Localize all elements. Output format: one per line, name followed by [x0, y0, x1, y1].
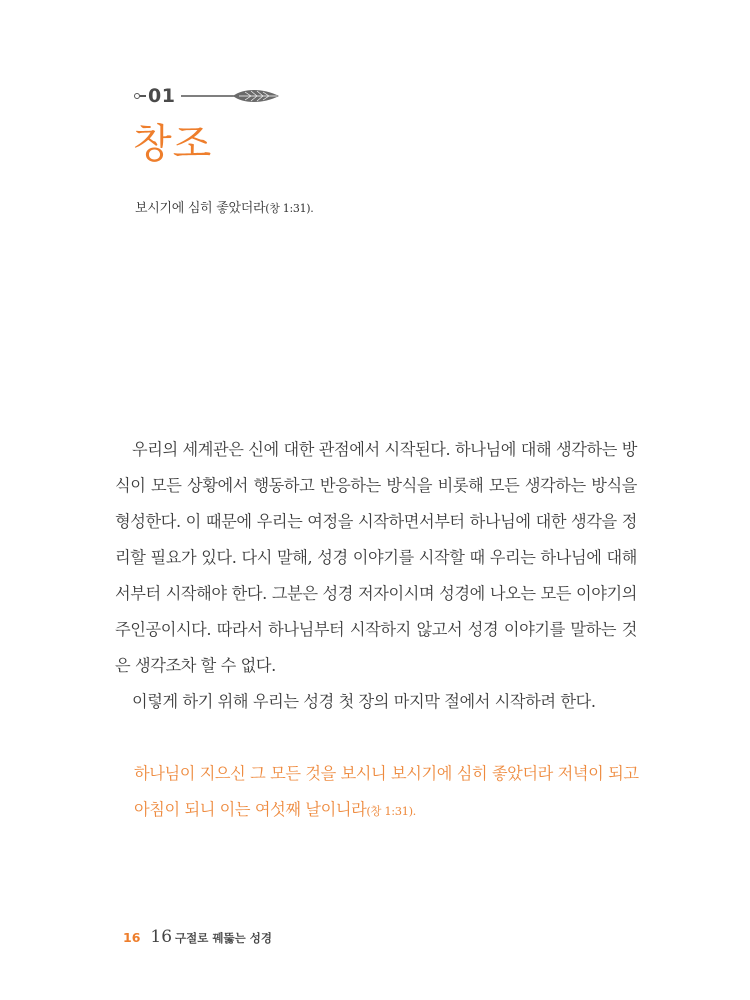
arrow-feather-icon [181, 87, 281, 105]
body-paragraph: 우리의 세계관은 신에 대한 관점에서 시작된다. 하나님에 대해 생각하는 방식이 모든 상황에서 행동하고 반응하는 방식을 비롯해 모든 생각하는 방식을 형성한다. 이 때문에 우리는 여정을 시작하면서부터 하나님에 대한 생각을 정리할 필요가 있다. 다시 말해, 성경 이야기를 시작할 때 우리는 하나님에 대해서부터 시작해야 한다. 그분은 성경 저자이시며 성경에 나오는 모든 이야기의 주인공이시다. 따라서 하나님부터 시작하지 않고서 성경 이야기를 말하는 것은 생각조차 할 수 없다. [115, 440, 637, 675]
book-title: 구절로 꿰뚫는 성경 [175, 931, 272, 945]
page-footer [123, 927, 272, 947]
epigraph-reference: (창 1:31). [265, 202, 314, 215]
chapter-title: 창조 [133, 121, 213, 167]
page-number: 16 [123, 930, 141, 945]
quote-reference: (창 1:31). [366, 804, 416, 818]
epigraph-text: 보시기에 심히 좋았더라 [135, 201, 266, 216]
epigraph [135, 197, 313, 216]
scripture-quote [134, 756, 639, 829]
body-paragraph: 이렇게 하기 위해 우리는 성경 첫 장의 마지막 절에서 시작하려 한다. [132, 692, 596, 711]
body-text [115, 432, 637, 720]
book-title-number: 16 [150, 927, 173, 947]
marker-line [140, 95, 146, 97]
chapter-marker [134, 85, 281, 107]
chapter-number: 01 [148, 85, 176, 107]
quote-text: 하나님이 지으신 그 모든 것을 보시니 보시기에 심히 좋았더라 저녁이 되고 아침이 되니 이는 여섯째 날이니라 [134, 764, 639, 819]
